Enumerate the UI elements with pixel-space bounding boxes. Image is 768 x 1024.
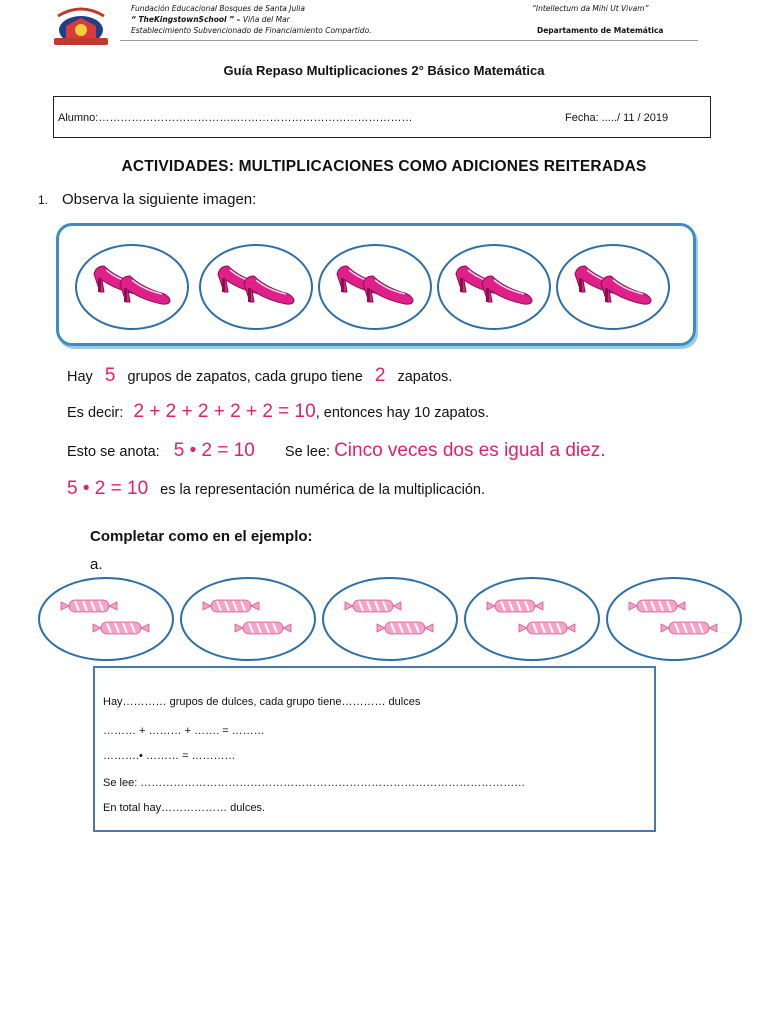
shoe-group-oval [75,244,189,330]
page-title: Guía Repaso Multiplicaciones 2° Básico Matemática [223,63,545,78]
candy-group-oval [606,577,742,661]
section-title: ACTIVIDADES: MULTIPLICACIONES COMO ADICIONES REITERADAS [121,158,647,175]
example-line-4: 5 • 2 = 10 es la representación numérica de la multiplicación. [67,478,485,499]
school-name: “ TheKingstownSchool ” – Viña del Mar [131,15,290,24]
example-line-1: Hay 5 grupos de zapatos, cada grupo tiene 2 zapatos. [67,365,453,386]
school-logo [48,2,114,48]
shoes-pair-image [331,258,419,316]
exercise-instruction: Completar como en el ejemplo: [90,528,313,545]
shoes-pair-image [569,258,657,316]
answer-row-reading: Se lee: …………………………………………………………………………………………… [103,777,526,789]
shoe-group-oval [556,244,670,330]
candy-group-oval [464,577,600,661]
question-number: 1. [38,193,49,207]
department-name: Departamento de Matemática [537,26,664,35]
shoe-group-oval [199,244,313,330]
header-divider [120,40,698,41]
answer-row-groups: Hay………… grupos de dulces, cada grupo tiene………… dulces [103,696,421,708]
example-line-3: Esto se anota: 5 • 2 = 10 Se lee: Cinco veces dos es igual a diez. [67,440,606,461]
date-field: Fecha: ...../ 11 / 2019 [565,112,669,124]
answer-row-total: En total hay……………… dulces. [103,802,266,814]
shoes-pair-image [212,258,300,316]
candy-pair-image [627,596,721,642]
student-name-field: Alumno:………………………………..………………………………………… [58,112,413,124]
candy-group-oval [180,577,316,661]
candy-group-oval [322,577,458,661]
foundation-name: Fundación Educacional Bosques de Santa Julia [131,4,305,13]
establishment-text: Establecimiento Subvencionado de Financiamiento Compartido. [131,26,372,35]
answer-row-product: ……….• ……… = ………… [103,750,236,762]
candy-group-oval [38,577,174,661]
numeric-representation: 5 • 2 = 10 [67,478,149,499]
exercise-label: a. [90,556,103,573]
candy-pair-image [343,596,437,642]
shoe-group-oval [437,244,551,330]
candy-pair-image [59,596,153,642]
reading-text: Cinco veces dos es igual a diez. [334,440,606,461]
answer-box [93,666,656,832]
question-1 [38,191,256,208]
shoes-pair-image [450,258,538,316]
answer-row-sum: ……… + ……… + ……. = ……… [103,725,265,737]
shoe-group-oval [318,244,432,330]
example-line-2: Es decir: 2 + 2 + 2 + 2 + 2 = 10, entonces hay 10 zapatos. [67,401,490,422]
candy-pair-image [201,596,295,642]
question-text: Observa la siguiente imagen: [62,191,257,208]
shoes-image-frame [56,223,696,346]
school-motto: “Intellectum da Mihi Ut Vivam” [532,4,649,13]
multiplication-expression: 5 • 2 = 10 [173,440,255,461]
groups-count: 5 [104,365,116,386]
repeated-sum: 2 + 2 + 2 + 2 + 2 = 10 [133,401,316,422]
items-per-group: 2 [374,365,386,386]
student-info-box [53,96,711,138]
candy-pair-image [485,596,579,642]
shoes-pair-image [88,258,176,316]
